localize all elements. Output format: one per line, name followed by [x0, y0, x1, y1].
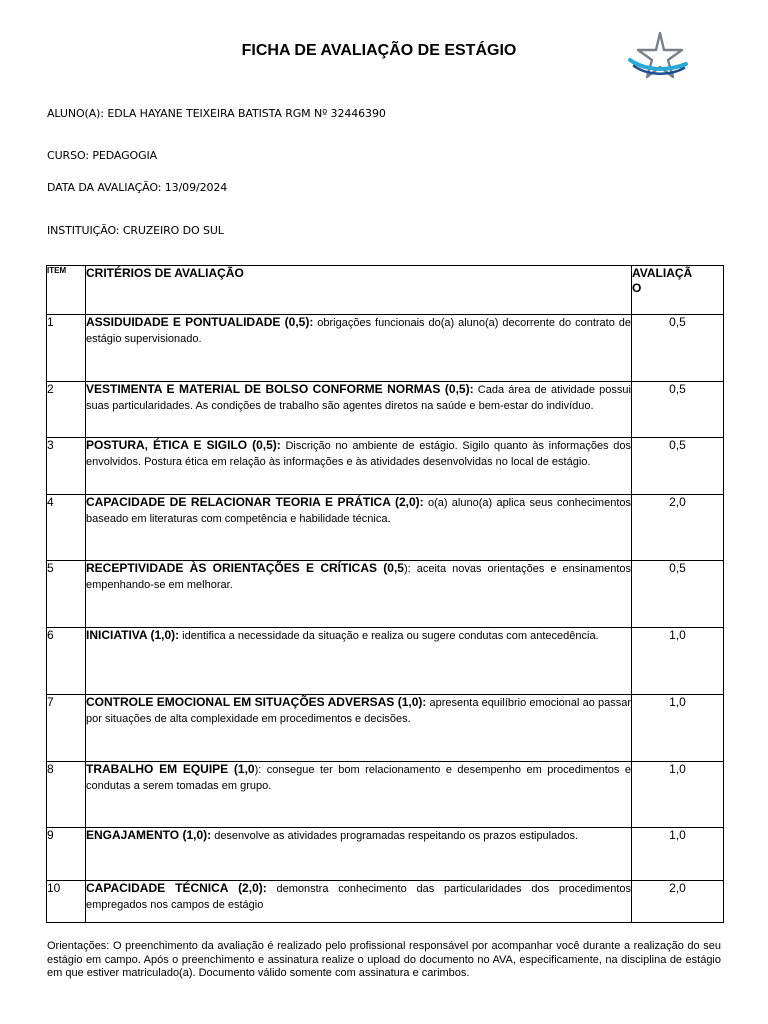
aluno-field: ALUNO(A): EDLA HAYANE TEIXEIRA BATISTA RGM Nº 32446390 — [47, 107, 386, 120]
row-item-number: 2 — [47, 382, 86, 438]
header-avaliacao-line1: AVALIAÇÃ — [632, 266, 693, 280]
header-avaliacao — [632, 266, 724, 315]
criterion-heading: INICIATIVA (1,0): — [86, 628, 180, 642]
row-criterion — [86, 438, 632, 495]
row-item-number: 4 — [47, 495, 86, 561]
row-criterion — [86, 315, 632, 382]
criterion-description: apresenta equilíbrio emocional ao passar por situações de alta complexidade em procedimentos e decisões. — [86, 697, 631, 725]
row-score: 0,5 — [632, 438, 724, 495]
data-avaliacao-field: DATA DA AVALIAÇÃO: 13/09/2024 — [47, 181, 228, 194]
table-row — [47, 695, 724, 762]
page-title: FICHA DE AVALIAÇÃO DE ESTÁGIO — [241, 42, 517, 59]
criterion-heading: VESTIMENTA E MATERIAL DE BOLSO CONFORME NORMAS (0,5): — [86, 382, 474, 396]
criterion-description: identifica a necessidade da situação e realiza ou sugere condutas com antecedência. — [179, 630, 599, 642]
row-criterion — [86, 762, 632, 828]
row-criterion — [86, 561, 632, 628]
table-row — [47, 881, 724, 923]
row-score: 0,5 — [632, 315, 724, 382]
header-item: ITEM — [47, 266, 86, 315]
row-criterion — [86, 881, 632, 923]
row-criterion — [86, 695, 632, 762]
criterion-description: ): consegue ter bom relacionamento e desempenho em procedimentos e condutas a serem tomadas em grupo. — [86, 764, 631, 792]
row-score: 1,0 — [632, 695, 724, 762]
row-item-number: 7 — [47, 695, 86, 762]
table-row — [47, 382, 724, 438]
row-score: 1,0 — [632, 828, 724, 881]
row-score: 0,5 — [632, 382, 724, 438]
instituicao-field: INSTITUIÇÃO: CRUZEIRO DO SUL — [47, 224, 224, 237]
table-row — [47, 438, 724, 495]
row-item-number: 10 — [47, 881, 86, 923]
row-item-number: 9 — [47, 828, 86, 881]
criterion-description: demonstra conhecimento das particularidades dos procedimentos empregados nos campos de estágio — [86, 883, 631, 911]
criterion-heading: ENGAJAMENTO (1,0): — [86, 828, 212, 842]
header-criterios: CRITÉRIOS DE AVALIAÇÃO — [86, 266, 632, 315]
row-item-number: 3 — [47, 438, 86, 495]
row-criterion — [86, 382, 632, 438]
row-score: 1,0 — [632, 628, 724, 695]
criterion-description: Discrição no ambiente de estágio. Sigilo quanto às informações dos envolvidos. Postura ética em relação às informações e às atividades desenvolvidas no local de estágio. — [86, 440, 631, 468]
criterion-description: Cada área de atividade possui suas particularidades. As condições de trabalho são agentes diretos na saúde e bem-estar do indivíduo. — [86, 384, 631, 412]
row-score: 2,0 — [632, 495, 724, 561]
criterion-heading: TRABALHO EM EQUIPE (1,0 — [86, 762, 255, 776]
row-score: 1,0 — [632, 762, 724, 828]
criterion-description: obrigações funcionais do(a) aluno(a) decorrente do contrato de estágio supervisionado. — [86, 317, 631, 345]
row-item-number: 8 — [47, 762, 86, 828]
row-criterion — [86, 828, 632, 881]
criterion-heading: CAPACIDADE DE RELACIONAR TEORIA E PRÁTICA (2,0): — [86, 495, 424, 509]
curso-field: CURSO: PEDAGOGIA — [47, 149, 158, 162]
star-orbit-logo-icon — [626, 30, 690, 82]
header-avaliacao-line2: O — [632, 281, 642, 295]
row-score: 0,5 — [632, 561, 724, 628]
row-criterion — [86, 495, 632, 561]
criterion-description: ): aceita novas orientações e ensinamentos empenhando-se em melhorar. — [86, 563, 631, 591]
orientacoes-paragraph: Orientações: O preenchimento da avaliação é realizado pelo profissional responsável por acompanhar você durante a realização do seu estágio em campo. Após o preenchimento e assinatura realize o upload do documento no AVA, especificamente, na disciplina de estágio em que estiver matriculado(a). Documento válido somente com assinatura e carimbos. — [47, 940, 721, 979]
criterion-heading: POSTURA, ÉTICA E SIGILO (0,5): — [86, 438, 281, 452]
criterion-heading: CONTROLE EMOCIONAL EM SITUAÇÕES ADVERSAS (1,0): — [86, 695, 427, 709]
table-row — [47, 828, 724, 881]
criterion-heading: ASSIDUIDADE E PONTUALIDADE (0,5): — [86, 315, 314, 329]
criterion-heading: RECEPTIVIDADE ÀS ORIENTAÇÕES E CRÍTICAS (0,5 — [86, 561, 404, 575]
table-row — [47, 495, 724, 561]
table-header-row — [47, 266, 724, 315]
table-row — [47, 315, 724, 382]
evaluation-table — [46, 265, 724, 923]
criterion-heading: CAPACIDADE TÉCNICA (2,0): — [86, 881, 267, 895]
table-row — [47, 561, 724, 628]
criterion-description: desenvolve as atividades programadas respeitando os prazos estipulados. — [211, 830, 579, 842]
criterion-description: o(a) aluno(a) aplica seus conhecimentos baseado em literaturas com competência e habilidade técnica. — [86, 497, 631, 525]
row-item-number: 5 — [47, 561, 86, 628]
table-row — [47, 762, 724, 828]
table-row — [47, 628, 724, 695]
row-criterion — [86, 628, 632, 695]
row-item-number: 1 — [47, 315, 86, 382]
row-item-number: 6 — [47, 628, 86, 695]
row-score: 2,0 — [632, 881, 724, 923]
